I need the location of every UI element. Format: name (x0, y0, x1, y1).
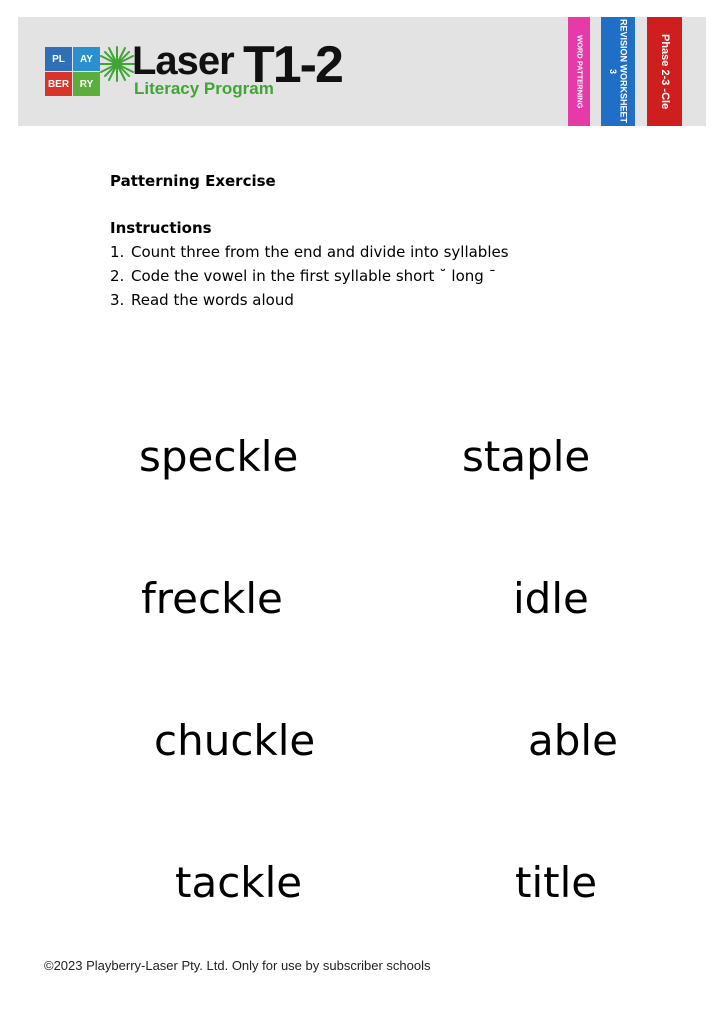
puzzle-piece: BER (45, 72, 72, 96)
word-idle: idle (513, 574, 589, 623)
step-text: Count three from the end and divide into syllables (131, 243, 509, 261)
brand-level: T1-2 (243, 36, 342, 94)
step-number: 1. (110, 243, 125, 261)
playberry-puzzle-logo (45, 47, 101, 97)
word-speckle: speckle (139, 432, 299, 481)
tab-phase: Phase 2-3 -Cle (647, 17, 682, 126)
exercise-title: Patterning Exercise (110, 172, 276, 190)
instruction-step (110, 266, 509, 290)
instructions-heading: Instructions (110, 219, 212, 237)
word-tackle: tackle (175, 858, 303, 907)
tab-revision-worksheet: REVISION WORKSHEET 3 (601, 17, 635, 126)
tab-word-patterning: WORD PATTERNING (568, 17, 590, 126)
instruction-step (110, 242, 509, 266)
word-chuckle: chuckle (154, 716, 316, 765)
puzzle-piece: PL (45, 47, 72, 71)
brand-subtitle: Literacy Program (134, 79, 274, 98)
laser-burst-icon (98, 45, 136, 83)
step-number: 2. (110, 267, 125, 285)
copyright-footer: ©2023 Playberry-Laser Pty. Ltd. Only for use by subscriber schools (44, 958, 431, 973)
instruction-step (110, 290, 509, 314)
step-text: Read the words aloud (131, 291, 294, 309)
step-text: Code the vowel in the first syllable short ˘ long ¯ (131, 267, 497, 285)
puzzle-piece: AY (73, 47, 100, 71)
worksheet-header (18, 17, 706, 126)
brand-name: Laser (132, 39, 234, 83)
word-staple: staple (462, 432, 591, 481)
step-number: 3. (110, 291, 125, 309)
word-able: able (528, 716, 618, 765)
word-title: title (515, 858, 598, 907)
word-freckle: freckle (141, 574, 283, 623)
puzzle-piece: RY (73, 72, 100, 96)
instruction-list (110, 242, 509, 314)
